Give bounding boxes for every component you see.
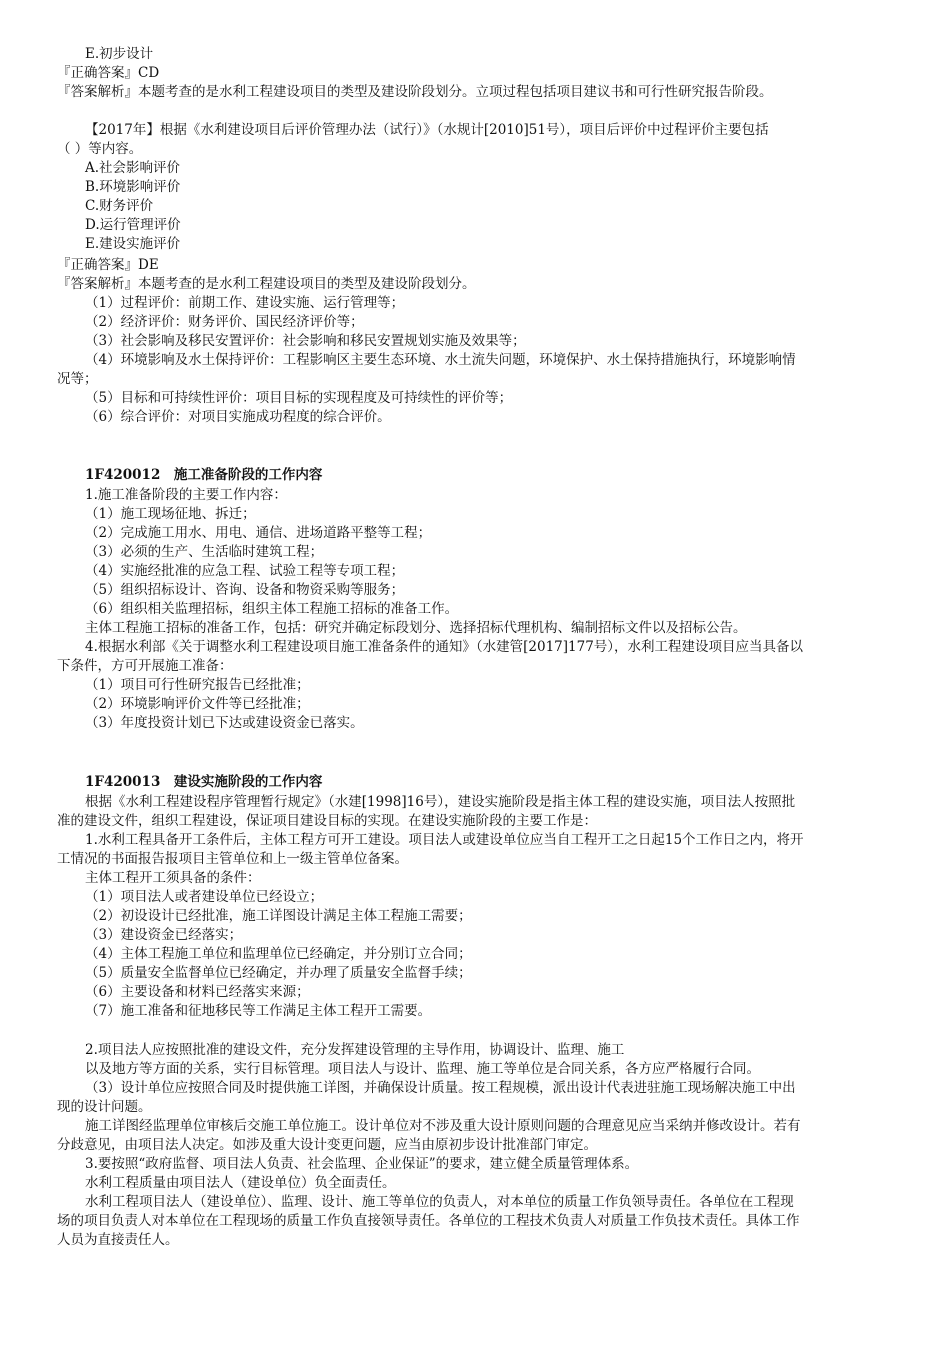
q1-analysis: 『答案解析』本题考查的是水利工程建设项目的类型及建设阶段划分。立项过程包括项目建议书和可行性研究报告阶段。 — [57, 84, 773, 100]
sec1-item-6: （6）组织相关监理招标，组织主体工程施工招标的准备工作。 — [85, 601, 459, 617]
q2-option-a: A.社会影响评价 — [85, 160, 181, 176]
sec2-intro-line2: 准的建设文件，组织工程建设，保证项目建设目标的实现。在建设实施阶段的主要工作是： — [57, 813, 597, 829]
q2-item-3: （3）社会影响及移民安置评价：社会影响和移民安置规划实施及效果等； — [85, 333, 526, 349]
q2-item-2: （2）经济评价：财务评价、国民经济评价等； — [85, 314, 364, 330]
sec1-item-3: （3）必须的生产、生活临时建筑工程； — [85, 544, 324, 560]
q2-option-d: D.运行管理评价 — [85, 217, 181, 233]
sec2-condition-3: （3）建设资金已经落实； — [85, 927, 243, 943]
sec2-condition-5: （5）质量安全监督单位已经确定，并办理了质量安全监督手续； — [85, 965, 472, 981]
sec2-p7-line1: 水利工程项目法人（建设单位）、监理、设计、施工等单位的负责人，对本单位的质量工作负领导责任。各单位在工程现 — [85, 1194, 794, 1210]
sec2-p7-line2: 场的项目负责人对本单位在工程现场的质量工作负直接领导责任。各单位的工程技术负责人对质量工作负技术责任。具体工作 — [57, 1213, 800, 1229]
q2-option-c: C.财务评价 — [85, 198, 154, 214]
sec2-p2-line1: 2.项目法人应按照批准的建设文件，充分发挥建设管理的主导作用，协调设计、监理、施工 — [85, 1042, 625, 1058]
q2-stem-line2: （ ）等内容。 — [57, 141, 143, 157]
q2-item-5: （5）目标和可持续性评价：项目目标的实现程度及可持续性的评价等； — [85, 390, 513, 406]
q2-item-4-cont: 况等； — [57, 371, 98, 387]
section-title-1f420012: 1F420012 施工准备阶段的工作内容 — [85, 467, 323, 483]
sec1-item-2: （2）完成施工用水、用电、通信、进场道路平整等工程； — [85, 525, 432, 541]
sec1-para1: 主体工程施工招标的准备工作，包括：研究并确定标段划分、选择招标代理机构、编制招标文件以及招标公告。 — [85, 620, 747, 636]
sec2-condition-7: （7）施工准备和征地移民等工作满足主体工程开工需要。 — [85, 1003, 432, 1019]
q2-item-4: （4）环境影响及水土保持评价：工程影响区主要生态环境、水土流失问题，环境保护、水土保持措施执行，环境影响情 — [85, 352, 796, 368]
sec2-p7-line3: 人员为直接责任人。 — [57, 1232, 179, 1248]
sec1-para2-line2: 下条件，方可开展施工准备： — [57, 658, 233, 674]
sec2-p2-line2: 以及地方等方面的关系，实行目标管理。项目法人与设计、监理、施工等单位是合同关系，各方应严格履行合同。 — [85, 1061, 760, 1077]
sec1-subtitle: 1.施工准备阶段的主要工作内容： — [85, 487, 287, 503]
sec2-p1-line2: 工情况的书面报告报项目主管单位和上一级主管单位备案。 — [57, 851, 408, 867]
sec2-p3-line2: 现的设计问题。 — [57, 1099, 152, 1115]
q1-option-e: E.初步设计 — [85, 46, 154, 62]
sec1-item-5: （5）组织招标设计、咨询、设备和物资采购等服务； — [85, 582, 405, 598]
sec1-cond-1: （1）项目可行性研究报告已经批准； — [85, 677, 310, 693]
q1-answer: 『正确答案』CD — [57, 65, 160, 81]
q2-option-e: E.建设实施评价 — [85, 236, 181, 252]
sec1-item-1: （1）施工现场征地、拆迁； — [85, 506, 256, 522]
q2-item-6: （6）综合评价：对项目实施成功程度的综合评价。 — [85, 409, 391, 425]
sec1-para2-line1: 4.根据水利部《关于调整水利工程建设项目施工准备条件的通知》（水建管[2017]177号），水利工程建设项目应当具备以 — [85, 639, 804, 655]
sec2-p5: 3.要按照“政府监督、项目法人负责、社会监理、企业保证”的要求，建立健全质量管理体系。 — [85, 1156, 639, 1172]
q2-option-b: B.环境影响评价 — [85, 179, 181, 195]
sec2-condition-1: （1）项目法人或者建设单位已经设立； — [85, 889, 324, 905]
sec2-intro-line1: 根据《水利工程建设程序管理暂行规定》（水建[1998]16号），建设实施阶段是指主体工程的建设实施，项目法人按照批 — [85, 794, 796, 810]
sec2-p4-line2: 分歧意见，由项目法人决定。如涉及重大设计变更问题，应当由原初步设计批准部门审定。 — [57, 1137, 597, 1153]
sec2-p4-line1: 施工详图经监理单位审核后交施工单位施工。设计单位对不涉及重大设计原则问题的合理意见应当采纳并修改设计。若有 — [85, 1118, 801, 1134]
q2-stem-line1: 【2017年】根据《水利建设项目后评价管理办法（试行）》（水规计[2010]51号），项目后评价中过程评价主要包括 — [85, 122, 769, 138]
sec1-cond-2: （2）环境影响评价文件等已经批准； — [85, 696, 310, 712]
sec2-p3-line1: （3）设计单位应按照合同及时提供施工详图，并确保设计质量。按工程规模，派出设计代表进驻施工现场解决施工中出 — [85, 1080, 796, 1096]
sec2-condition-4: （4）主体工程施工单位和监理单位已经确定，并分别订立合同； — [85, 946, 472, 962]
sec1-item-4: （4）实施经批准的应急工程、试验工程等专项工程； — [85, 563, 405, 579]
section-title-1f420013: 1F420013 建设实施阶段的工作内容 — [85, 774, 323, 790]
sec1-cond-3: （3）年度投资计划已下达或建设资金已落实。 — [85, 715, 364, 731]
q2-analysis: 『答案解析』本题考查的是水利工程建设项目的类型及建设阶段划分。 — [57, 276, 476, 292]
sec2-p1-line1: 1.水利工程具备开工条件后，主体工程方可开工建设。项目法人或建设单位应当自工程开工之日起15个工作日之内，将开 — [85, 832, 804, 848]
sec2-p6: 水利工程质量由项目法人（建设单位）负全面责任。 — [85, 1175, 396, 1191]
sec2-conditions-title: 主体工程开工须具备的条件： — [85, 870, 261, 886]
sec2-condition-2: （2）初设设计已经批准，施工详图设计满足主体工程施工需要； — [85, 908, 472, 924]
q2-item-1: （1）过程评价：前期工作、建设实施、运行管理等； — [85, 295, 405, 311]
sec2-condition-6: （6）主要设备和材料已经落实来源； — [85, 984, 310, 1000]
q2-answer: 『正确答案』DE — [57, 257, 159, 273]
